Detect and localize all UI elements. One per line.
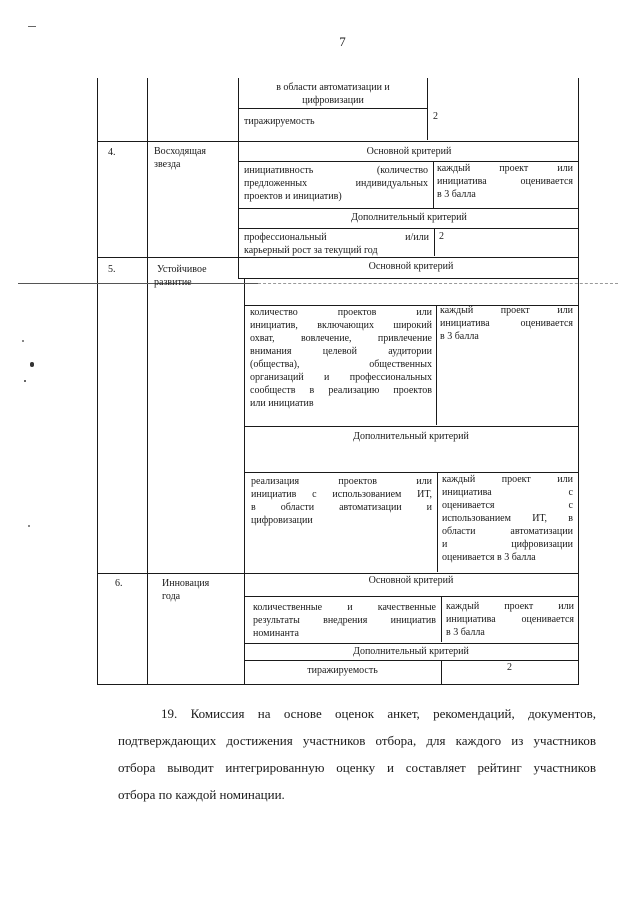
main-criterion-text: проектов и инициатив) <box>244 191 342 202</box>
main-criterion-text: инициативность (количество <box>244 165 428 176</box>
main-criterion-score: в 3 балла <box>446 627 485 638</box>
main-criterion-score: каждый проект или <box>446 601 574 612</box>
scan-artifact-dots <box>258 283 618 284</box>
paragraph-line: 19. Комиссия на основе оценок анкет, рекомендаций, документов, <box>161 706 596 721</box>
extra-criterion-header: Дополнительный критерий <box>353 431 469 442</box>
main-criterion-score: каждый проект или <box>440 305 573 316</box>
main-criterion-header: Основной критерий <box>366 146 452 157</box>
nomination-name: Инновация <box>162 578 210 589</box>
main-criterion-header: Основной критерий <box>368 261 454 272</box>
main-criterion-score: в 3 балла <box>437 189 476 200</box>
extra-criterion-label: тиражируемость <box>244 116 315 127</box>
criterion-line: цифровизации <box>302 95 364 106</box>
paragraph-line: отбора выводит интегрированную оценку и составляет рейтинг участников <box>118 760 596 775</box>
extra-criterion-text: цифровизации <box>251 515 313 526</box>
extra-criterion-text: в области автоматизации и <box>251 502 432 513</box>
main-criterion-text: охват, вовлечение, привлечение <box>250 333 432 344</box>
extra-criterion-score: 2 <box>507 662 512 673</box>
main-criterion-text: номинанта <box>253 628 299 639</box>
extra-criterion-score: области автоматизации <box>442 526 573 537</box>
extra-criterion-header: Дополнительный критерий <box>351 212 467 223</box>
extra-criterion-score: оценивается с <box>442 500 573 511</box>
row-number: 4. <box>108 147 116 158</box>
paragraph-line: подтверждающих достижения участников отбора, для каждого из участников <box>118 733 596 748</box>
main-criterion-text: (общества), общественных <box>250 359 432 370</box>
nomination-name: Восходящая <box>154 146 206 157</box>
extra-criterion-score: инициатива с <box>442 487 573 498</box>
main-criterion-score: каждый проект или <box>437 163 573 174</box>
main-criterion-score: инициатива оценивается <box>437 176 573 187</box>
criterion-line: в области автоматизации и <box>276 82 390 93</box>
nomination-name: развитие <box>154 277 192 288</box>
extra-criterion-score: и цифровизации <box>442 539 573 550</box>
main-criterion-text: сообществ в реализацию проектов <box>250 385 432 396</box>
extra-criterion-score: 2 <box>433 111 438 122</box>
extra-criterion-text: профессиональный и/или <box>244 232 429 243</box>
main-criterion-header: Основной критерий <box>368 575 454 586</box>
main-criterion-score: в 3 балла <box>440 331 479 342</box>
paragraph-19 <box>118 700 596 808</box>
main-criterion-text: количественные и качественные <box>253 602 436 613</box>
extra-criterion-text: карьерный рост за текущий год <box>244 245 378 256</box>
main-criterion-text: организаций и профессиональных <box>250 372 432 383</box>
extra-criterion-score: использованием ИТ, в <box>442 513 573 524</box>
scan-artifact-line <box>18 283 258 284</box>
row-number: 5. <box>108 264 116 275</box>
main-criterion-text: предложенных индивидуальных <box>244 178 428 189</box>
main-criterion-score: инициатива оценивается <box>440 318 573 329</box>
nomination-name: года <box>162 591 181 602</box>
main-criterion-text: количество проектов или <box>250 307 432 318</box>
main-criterion-text: или инициатив <box>250 398 314 409</box>
main-criterion-text: результаты внедрения инициатив <box>253 615 436 626</box>
extra-criterion-text: инициатив с использованием ИТ, <box>251 489 432 500</box>
extra-criterion-score: каждый проект или <box>442 474 573 485</box>
main-criterion-text: внимания целевой аудитории <box>250 346 432 357</box>
main-criterion-score: инициатива оценивается <box>446 614 574 625</box>
nomination-name: Устойчивое <box>157 264 207 275</box>
extra-criterion-header: Дополнительный критерий <box>353 646 469 657</box>
row-number: 6. <box>115 578 123 589</box>
paragraph-line: отбора по каждой номинации. <box>118 787 285 802</box>
extra-criterion-label: тиражируемость <box>307 665 378 676</box>
extra-criterion-text: реализация проектов или <box>251 476 432 487</box>
nomination-name: звезда <box>154 159 181 170</box>
extra-criterion-score: оценивается в 3 балла <box>442 552 536 563</box>
main-criterion-text: инициатив, включающих широкий <box>250 320 432 331</box>
extra-criterion-score: 2 <box>439 231 444 242</box>
page-number: 7 <box>339 34 346 49</box>
